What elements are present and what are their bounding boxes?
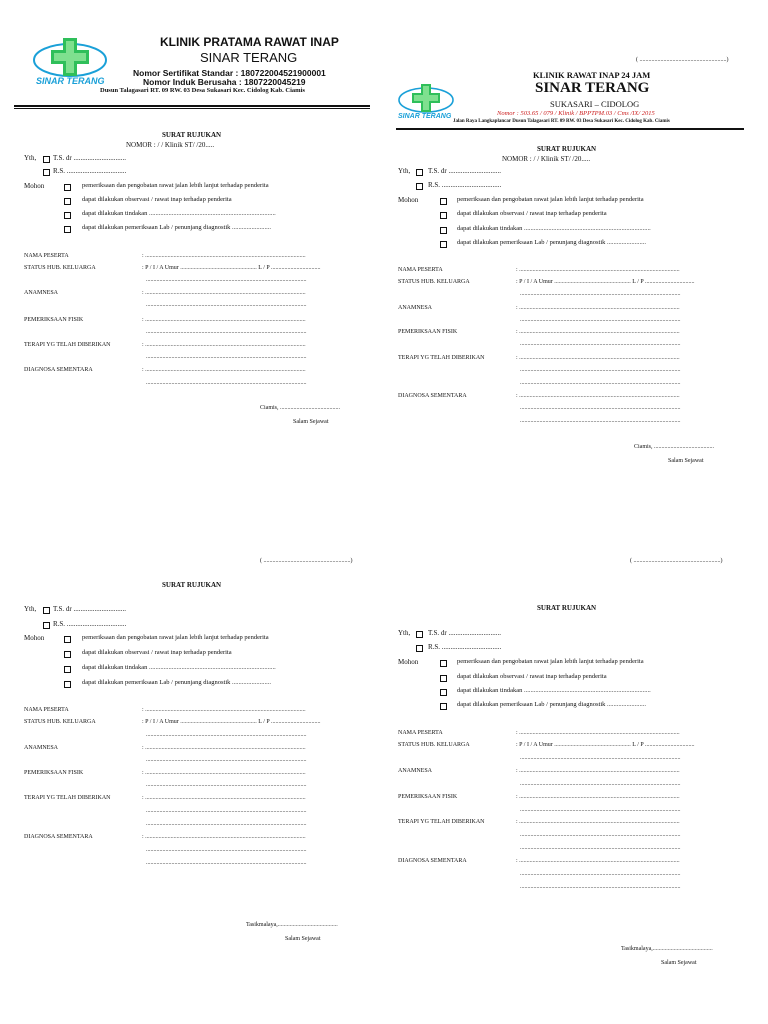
- q4-yth: Yth,: [398, 629, 411, 637]
- q2-value-terapi: : ...........................................................................................................: [516, 355, 680, 361]
- q1-header-rule-thin: [14, 108, 370, 109]
- q2-rs-checkbox[interactable]: [416, 183, 423, 190]
- q3-salam: Salam Sejawat: [285, 936, 321, 942]
- q1-option-checkbox-2[interactable]: [64, 198, 71, 205]
- q2-clinic-line2: SINAR TERANG: [535, 80, 650, 96]
- q1-option-checkbox-1[interactable]: [64, 184, 71, 191]
- q3-label-nama: NAMA PESERTA: [24, 707, 69, 713]
- q4-bracket: ( ..........................................................): [630, 558, 723, 564]
- q2-terapi-line-2: ...........................................................................................................: [520, 380, 681, 386]
- q4-label-fisik: PEMERIKSAAN FISIK: [398, 794, 458, 800]
- q2-header-rule: [396, 128, 744, 130]
- q1-header-rule: [14, 105, 370, 107]
- q3-label-fisik: PEMERIKSAAN FISIK: [24, 770, 84, 776]
- q2-fisik-line: ...........................................................................................................: [520, 341, 681, 347]
- q4-value-diagnosa: : ...........................................................................................................: [516, 858, 680, 864]
- q3-bracket: ( ..........................................................): [260, 558, 353, 564]
- q3-label-terapi: TERAPI YG TELAH DIBERIKAN: [24, 795, 111, 801]
- q3-diagnosa-line-2: ...........................................................................................................: [146, 860, 307, 866]
- q3-option-checkbox-3[interactable]: [64, 666, 71, 673]
- q4-option-1: pemeriksaan dan pengobatan rawat jalan lebih lanjut terhadap penderita: [457, 658, 644, 665]
- q2-permit: Nomor : 503.65 / 079 / Klinik / BPPTPM.03 / Cms /IX/ 2015: [497, 110, 655, 117]
- q1-salam: Salam Sejawat: [293, 419, 329, 425]
- q2-diagnosa-line-2: ...........................................................................................................: [520, 418, 681, 424]
- q4-value-fisik: : ...........................................................................................................: [516, 794, 680, 800]
- q1-option-4: dapat dilakukan pemeriksaan Lab / penunjang diagnostik ........................: [82, 224, 271, 231]
- q1-label-anamnesa: ANAMNESA: [24, 290, 59, 296]
- q1-option-checkbox-4[interactable]: [64, 226, 71, 233]
- q1-rs: R.S. ..................................: [53, 167, 127, 175]
- q1-mohon: Mohon: [24, 182, 45, 190]
- q1-address: Dusun Talagasari RT. 09 RW. 03 Desa Sukasari Kec. Cidolog Kab. Ciamis: [100, 87, 305, 94]
- q2-label-anamnesa: ANAMNESA: [398, 305, 433, 311]
- q1-value-nama: : ...........................................................................................................: [142, 253, 306, 259]
- q1-option-checkbox-3[interactable]: [64, 212, 71, 219]
- q2-label-terapi: TERAPI YG TELAH DIBERIKAN: [398, 355, 485, 361]
- q1-ts: T.S. dr ..............................: [53, 154, 126, 162]
- q4-value-nama: : ...........................................................................................................: [516, 730, 680, 736]
- q3-value-fisik: : ...........................................................................................................: [142, 770, 306, 776]
- q2-ts-checkbox[interactable]: [416, 169, 423, 176]
- q1-nib: Nomor Induk Berusaha : 1807220045219: [143, 77, 306, 87]
- q4-title: SURAT RUJUKAN: [537, 604, 597, 612]
- q2-clinic-line3: SUKASARI – CIDOLOG: [550, 99, 640, 109]
- q1-fisik-line: ...........................................................................................................: [146, 329, 307, 335]
- q3-status-line: ...........................................................................................................: [146, 732, 307, 738]
- q3-option-1: pemeriksaan dan pengobatan rawat jalan lebih lanjut terhadap penderita: [82, 634, 269, 641]
- q2-title: SURAT RUJUKAN: [537, 145, 597, 153]
- q3-anamnesa-line: ...........................................................................................................: [146, 757, 307, 763]
- q4-option-3: dapat dilakukan tindakan ..............................................................................: [457, 687, 651, 694]
- q2-option-4: dapat dilakukan pemeriksaan Lab / penunjang diagnostik ........................: [457, 239, 646, 246]
- q4-option-checkbox-1[interactable]: [440, 660, 447, 667]
- q2-address: Jalan Raya Langkaplancar Dusun Talagasari RT. 09 RW. 03 Desa Sukasari Kec. Cidolog Kab. Ciamis: [453, 119, 670, 124]
- q4-value-status: : P / I / A Umur ................................................... L / P .................................: [516, 742, 695, 748]
- q2-clinic-line1: KLINIK RAWAT INAP 24 JAM: [533, 70, 651, 80]
- q1-rs-checkbox[interactable]: [43, 169, 50, 176]
- q1-option-1: pemeriksaan dan pengobatan rawat jalan lebih lanjut terhadap penderita: [82, 182, 269, 189]
- q4-ts: T.S. dr ..............................: [428, 629, 501, 637]
- q1-value-diagnosa: : ...........................................................................................................: [142, 367, 306, 373]
- q1-option-2: dapat dilakukan observasi / rawat inap terhadap penderita: [82, 196, 232, 203]
- q1-yth: Yth,: [24, 154, 37, 162]
- q4-option-2: dapat dilakukan observasi / rawat inap terhadap penderita: [457, 673, 607, 680]
- q1-status-line: ...........................................................................................................: [146, 277, 307, 283]
- q4-ts-checkbox[interactable]: [416, 631, 423, 638]
- q1-nomor: NOMOR : / / Klinik ST/ /20.....: [126, 141, 215, 149]
- q1-value-terapi: : ...........................................................................................................: [142, 342, 306, 348]
- q4-diagnosa-line-2: ...........................................................................................................: [520, 884, 681, 890]
- q4-label-status: STATUS HUB. KELUARGA: [398, 742, 470, 748]
- q1-anamnesa-line: ...........................................................................................................: [146, 302, 307, 308]
- q2-ts: T.S. dr ..............................: [428, 167, 501, 175]
- q2-logo-text: SINAR TERANG: [398, 113, 452, 120]
- q3-title: SURAT RUJUKAN: [162, 581, 222, 589]
- q1-label-diagnosa: DIAGNOSA SEMENTARA: [24, 367, 93, 373]
- q3-value-nama: : ...........................................................................................................: [142, 707, 306, 713]
- q1-label-terapi: TERAPI YG TELAH DIBERIKAN: [24, 342, 111, 348]
- q2-yth: Yth,: [398, 167, 411, 175]
- q4-rs: R.S. ..................................: [428, 643, 502, 651]
- q2-rs: R.S. ..................................: [428, 181, 502, 189]
- q4-fisik-line: ...........................................................................................................: [520, 807, 681, 813]
- q3-terapi-line-2: ...........................................................................................................: [146, 821, 307, 827]
- q3-option-checkbox-4[interactable]: [64, 681, 71, 688]
- q2-option-checkbox-3[interactable]: [440, 227, 447, 234]
- q1-cert: Nomor Sertifikat Standar : 180722004521900001: [133, 68, 326, 78]
- q3-value-diagnosa: : ...........................................................................................................: [142, 834, 306, 840]
- q2-option-checkbox-2[interactable]: [440, 212, 447, 219]
- q2-mohon: Mohon: [398, 196, 419, 204]
- q2-bracket: ( ..........................................................): [636, 57, 729, 63]
- q1-label-nama: NAMA PESERTA: [24, 253, 69, 259]
- q4-option-checkbox-4[interactable]: [440, 703, 447, 710]
- q2-option-1: pemeriksaan dan pengobatan rawat jalan lebih lanjut terhadap penderita: [457, 196, 644, 203]
- q3-label-status: STATUS HUB. KELUARGA: [24, 719, 96, 725]
- q4-diagnosa-line-1: ...........................................................................................................: [520, 871, 681, 877]
- q4-label-diagnosa: DIAGNOSA SEMENTARA: [398, 858, 467, 864]
- q3-option-4: dapat dilakukan pemeriksaan Lab / penunjang diagnostik ........................: [82, 679, 271, 686]
- q4-salam: Salam Sejawat: [661, 960, 697, 966]
- q1-clinic-line1: KLINIK PRATAMA RAWAT INAP: [160, 35, 339, 49]
- q4-terapi-line-2: ...........................................................................................................: [520, 845, 681, 851]
- q1-label-fisik: PEMERIKSAAN FISIK: [24, 317, 84, 323]
- q4-value-anamnesa: : ...........................................................................................................: [516, 768, 680, 774]
- q2-diagnosa-line-1: ...........................................................................................................: [520, 405, 681, 411]
- q2-value-nama: : ...........................................................................................................: [516, 267, 680, 273]
- q2-status-line: ...........................................................................................................: [520, 291, 681, 297]
- q1-title: SURAT RUJUKAN: [162, 131, 222, 139]
- q2-label-fisik: PEMERIKSAAN FISIK: [398, 329, 458, 335]
- q3-value-anamnesa: : ...........................................................................................................: [142, 745, 306, 751]
- q2-option-3: dapat dilakukan tindakan ..............................................................................: [457, 225, 651, 232]
- q4-label-anamnesa: ANAMNESA: [398, 768, 433, 774]
- q3-rs: R.S. ..................................: [53, 620, 127, 628]
- q1-value-anamnesa: : ...........................................................................................................: [142, 290, 306, 296]
- q2-place-date: Ciamis, ........................................: [634, 444, 715, 450]
- q1-ts-checkbox[interactable]: [43, 156, 50, 163]
- q1-value-fisik: : ...........................................................................................................: [142, 317, 306, 323]
- q2-value-diagnosa: : ...........................................................................................................: [516, 393, 680, 399]
- q4-option-4: dapat dilakukan pemeriksaan Lab / penunjang diagnostik ........................: [457, 701, 646, 708]
- q2-value-status: : P / I / A Umur ................................................... L / P .................................: [516, 279, 695, 285]
- q3-yth: Yth,: [24, 605, 37, 613]
- q4-place-date: Tasikmalaya,........................................: [621, 946, 713, 952]
- q1-place-date: Ciamis, ........................................: [260, 405, 341, 411]
- q3-diagnosa-line-1: ...........................................................................................................: [146, 847, 307, 853]
- q3-fisik-line: ...........................................................................................................: [146, 782, 307, 788]
- q3-mohon: Mohon: [24, 634, 45, 642]
- q1-terapi-line: ...........................................................................................................: [146, 354, 307, 360]
- q4-mohon: Mohon: [398, 658, 419, 666]
- q3-value-terapi: : ...........................................................................................................: [142, 795, 306, 801]
- q3-value-status: : P / I / A Umur ................................................... L / P .................................: [142, 719, 321, 725]
- q3-place-date: Tasikmalaya,........................................: [246, 922, 338, 928]
- q4-anamnesa-line: ...........................................................................................................: [520, 781, 681, 787]
- q1-clinic-line2: SINAR TERANG: [200, 50, 298, 65]
- q2-anamnesa-line: ...........................................................................................................: [520, 317, 681, 323]
- q1-logo-text: SINAR TERANG: [36, 76, 105, 86]
- q3-option-3: dapat dilakukan tindakan ..............................................................................: [82, 664, 276, 671]
- q3-option-checkbox-1[interactable]: [64, 636, 71, 643]
- q3-terapi-line-1: ...........................................................................................................: [146, 808, 307, 814]
- q3-option-checkbox-2[interactable]: [64, 651, 71, 658]
- q2-nomor: NOMOR : / / Klinik ST/ /20.....: [502, 155, 591, 163]
- q4-label-nama: NAMA PESERTA: [398, 730, 443, 736]
- q2-terapi-line-1: ...........................................................................................................: [520, 367, 681, 373]
- q4-rs-checkbox[interactable]: [416, 645, 423, 652]
- q2-label-nama: NAMA PESERTA: [398, 267, 443, 273]
- q3-rs-checkbox[interactable]: [43, 622, 50, 629]
- q2-option-checkbox-1[interactable]: [440, 198, 447, 205]
- q4-status-line: ...........................................................................................................: [520, 755, 681, 761]
- q2-salam: Salam Sejawat: [668, 458, 704, 464]
- q2-option-2: dapat dilakukan observasi / rawat inap terhadap penderita: [457, 210, 607, 217]
- q2-label-status: STATUS HUB. KELUARGA: [398, 279, 470, 285]
- q3-ts: T.S. dr ..............................: [53, 605, 126, 613]
- q4-terapi-line-1: ...........................................................................................................: [520, 832, 681, 838]
- q2-value-fisik: : ...........................................................................................................: [516, 329, 680, 335]
- q3-label-diagnosa: DIAGNOSA SEMENTARA: [24, 834, 93, 840]
- q1-label-status: STATUS HUB. KELUARGA: [24, 265, 96, 271]
- q4-option-checkbox-2[interactable]: [440, 675, 447, 682]
- q2-option-checkbox-4[interactable]: [440, 241, 447, 248]
- q4-label-terapi: TERAPI YG TELAH DIBERIKAN: [398, 819, 485, 825]
- q3-ts-checkbox[interactable]: [43, 607, 50, 614]
- q3-label-anamnesa: ANAMNESA: [24, 745, 59, 751]
- q1-value-status: : P / I / A Umur ................................................... L / P .................................: [142, 265, 321, 271]
- q1-option-3: dapat dilakukan tindakan ..............................................................................: [82, 210, 276, 217]
- q2-value-anamnesa: : ...........................................................................................................: [516, 305, 680, 311]
- q3-option-2: dapat dilakukan observasi / rawat inap terhadap penderita: [82, 649, 232, 656]
- q4-option-checkbox-3[interactable]: [440, 689, 447, 696]
- q4-value-terapi: : ...........................................................................................................: [516, 819, 680, 825]
- q1-diagnosa-line: ...........................................................................................................: [146, 380, 307, 386]
- q2-label-diagnosa: DIAGNOSA SEMENTARA: [398, 393, 467, 399]
